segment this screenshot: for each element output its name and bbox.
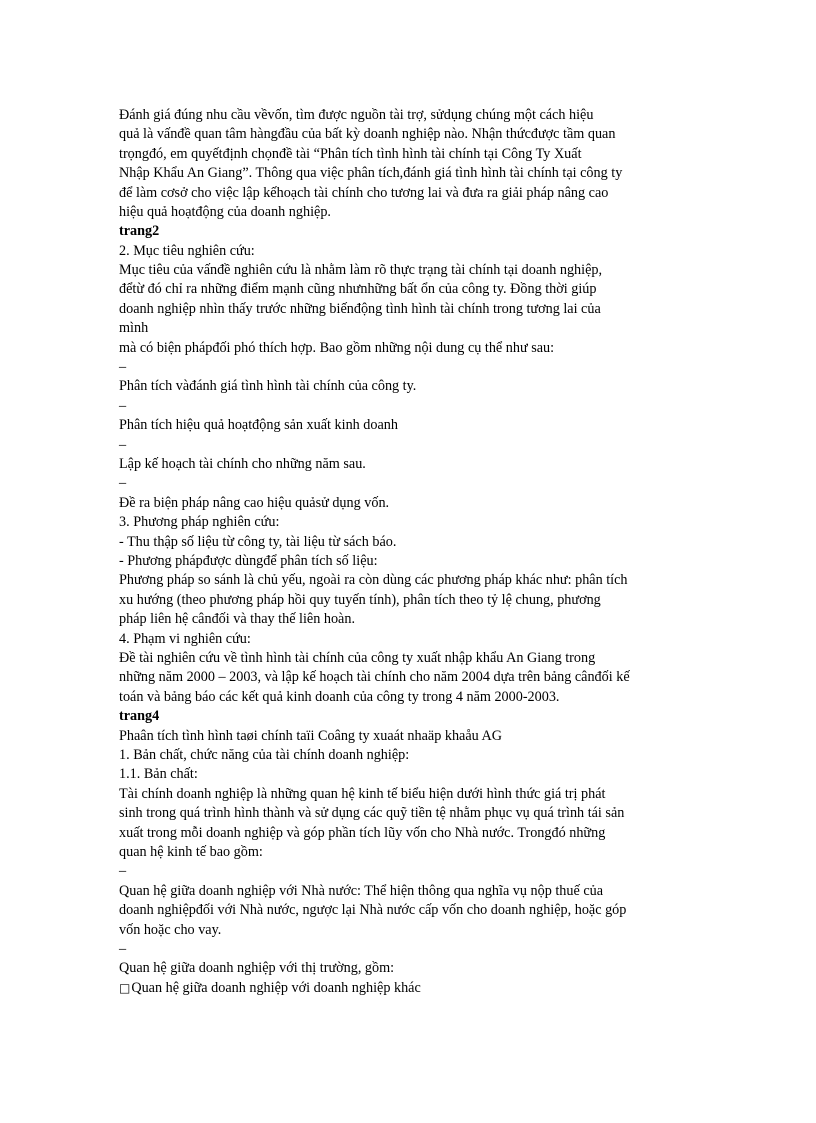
- list-dash: –: [119, 359, 127, 375]
- list-item: Đề ra biện pháp nâng cao hiệu quảsử dụng vốn.: [119, 495, 390, 511]
- text-line: doanh nghiệpđối với Nhà nước, ngược lại Nhà nước cấp vốn cho doanh nghiệp, hoặc góp: [119, 902, 627, 918]
- section-heading: 4. Phạm vi nghiên cứu:: [119, 631, 251, 647]
- list-item-text: Quan hệ giữa doanh nghiệp với doanh nghiệp khác: [131, 980, 421, 996]
- section-heading: 1. Bản chất, chức năng của tài chính doanh nghiệp:: [119, 747, 410, 763]
- list-dash: –: [119, 475, 127, 491]
- text-line: những năm 2000 – 2003, và lập kế hoạch tài chính cho năm 2004 dựa trên bảng cânđối kế: [119, 669, 630, 685]
- list-item: Quan hệ giữa doanh nghiệp với Nhà nước: Thể hiện thông qua nghĩa vụ nộp thuế của: [119, 883, 604, 899]
- text-line: để làm cơsở cho việc lập kếhoạch tài chính cho tương lai và đưa ra giải pháp nâng cao: [119, 185, 609, 201]
- list-dash: –: [119, 941, 127, 957]
- text-line: quan hệ kinh tế bao gồm:: [119, 844, 263, 860]
- text-line: Nhập Khẩu An Giang”. Thông qua việc phân tích,đánh giá tình hình tài chính tại công ty: [119, 165, 623, 181]
- list-dash: –: [119, 398, 127, 414]
- running-header: Phaân tích tình hình taøi chính taïi Coâng ty xuaát nhaäp khaåu AG: [119, 728, 502, 744]
- list-item: Phân tích vàđánh giá tình hình tài chính của công ty.: [119, 378, 417, 394]
- text-line: Phương pháp so sánh là chủ yếu, ngoài ra còn dùng các phương pháp khác như: phân tích: [119, 572, 628, 588]
- text-line: Tài chính doanh nghiệp là những quan hệ kinh tế biểu hiện dưới hình thức giá trị phát: [119, 786, 606, 802]
- list-dash: –: [119, 863, 127, 879]
- text-line: Đánh giá đúng nhu cầu vềvốn, tìm được nguồn tài trợ, sửdụng chúng một cách hiệu: [119, 107, 594, 123]
- list-item: [119, 979, 421, 997]
- text-line: vốn hoặc cho vay.: [119, 922, 222, 938]
- missing-glyph-icon: □: [119, 981, 131, 995]
- text-line: - Thu thập số liệu từ công ty, tài liệu từ sách báo.: [119, 534, 397, 550]
- text-line: mình: [119, 320, 149, 336]
- list-dash: –: [119, 437, 127, 453]
- text-line: doanh nghiệp nhìn thấy trước những biếnđộng tình hình tài chính trong tương lai của: [119, 301, 601, 317]
- list-item: Phân tích hiệu quả hoạtđộng sản xuất kinh doanh: [119, 417, 398, 433]
- text-line: sinh trong quá trình hình thành và sử dụng các quỹ tiền tệ nhằm phục vụ quá trình tái sản: [119, 805, 625, 821]
- text-line: hiệu quả hoạtđộng của doanh nghiệp.: [119, 204, 331, 220]
- text-line: mà có biện phápđối phó thích hợp. Bao gồm những nội dung cụ thể như sau:: [119, 340, 555, 356]
- text-line: quả là vấnđề quan tâm hàngđầu của bất kỳ doanh nghiệp nào. Nhận thứcđược tầm quan: [119, 126, 616, 142]
- text-line: đểtừ đó chỉ ra những điểm mạnh cũng nhưnhững bất ổn của công ty. Đồng thời giúp: [119, 281, 597, 297]
- subsection-heading: 1.1. Bản chất:: [119, 766, 198, 782]
- list-item: Quan hệ giữa doanh nghiệp với thị trường, gồm:: [119, 960, 395, 976]
- list-item: Lập kế hoạch tài chính cho những năm sau.: [119, 456, 366, 472]
- text-line: pháp liên hệ cânđối và thay thế liên hoàn.: [119, 611, 355, 627]
- text-line: toán và bảng báo các kết quả kinh doanh của công ty trong 4 năm 2000-2003.: [119, 689, 560, 705]
- section-heading: 2. Mục tiêu nghiên cứu:: [119, 243, 255, 259]
- text-line: - Phương phápđược dùngđể phân tích số liệu:: [119, 553, 378, 569]
- page-marker: trang4: [119, 708, 160, 724]
- text-line: xu hướng (theo phương pháp hồi quy tuyến tính), phân tích theo tỷ lệ chung, phương: [119, 592, 601, 608]
- text-line: trọngđó, em quyếtđịnh chọnđề tài “Phân tích tình hình tài chính tại Công Ty Xuất: [119, 146, 582, 162]
- section-heading: 3. Phương pháp nghiên cứu:: [119, 514, 280, 530]
- text-line: xuất trong mỗi doanh nghiệp và góp phần tích lũy vốn cho Nhà nước. Trongđó những: [119, 825, 606, 841]
- page-marker: trang2: [119, 223, 160, 239]
- text-line: Mục tiêu của vấnđề nghiên cứu là nhằm làm rõ thực trạng tài chính tại doanh nghiệp,: [119, 262, 603, 278]
- text-line: Đề tài nghiên cứu về tình hình tài chính của công ty xuất nhập khẩu An Giang trong: [119, 650, 596, 666]
